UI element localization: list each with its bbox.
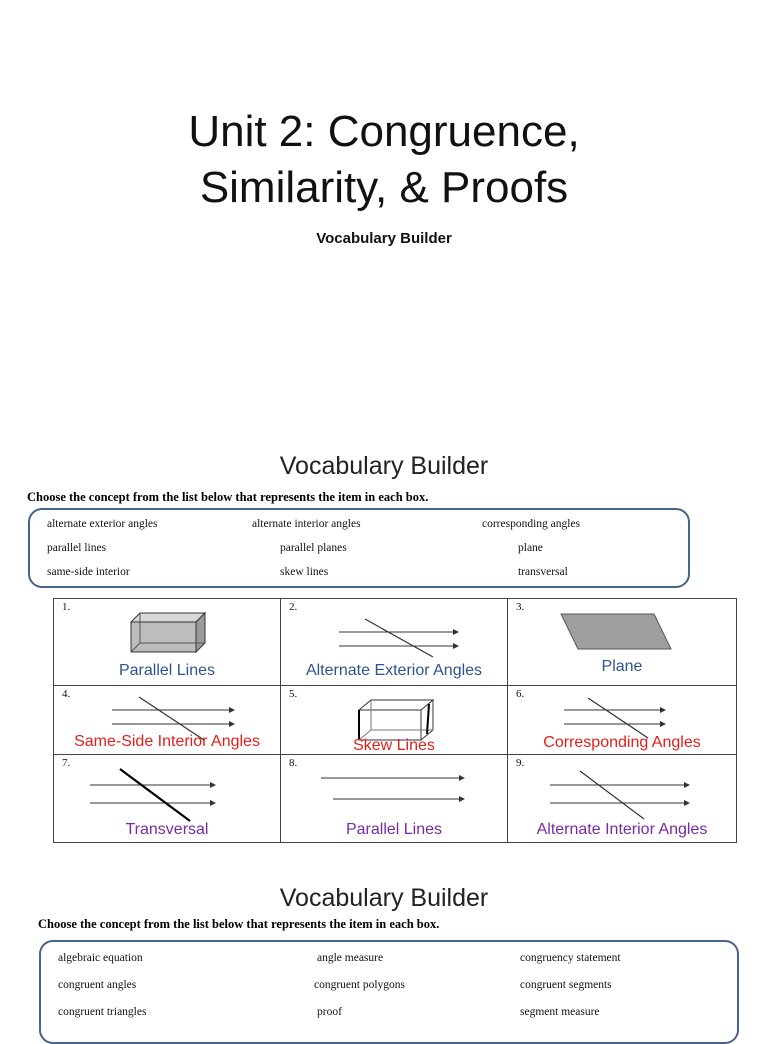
word-bank-item: congruent polygons: [314, 979, 406, 991]
word-bank-item: corresponding angles: [482, 518, 581, 530]
section-heading-1: Vocabulary Builder: [279, 452, 489, 480]
word-bank-item: same-side interior: [47, 566, 130, 578]
word-bank-item: parallel planes: [280, 542, 347, 554]
cell-answer: Corresponding Angles: [543, 734, 701, 751]
word-bank-item: segment measure: [520, 1006, 600, 1018]
word-bank-box-2: [39, 940, 739, 1044]
word-bank-box-1: [28, 508, 690, 588]
cell-answer: Transversal: [125, 821, 209, 838]
cell-number: 7.: [62, 757, 71, 769]
cell-number: 2.: [289, 601, 298, 613]
cell-answer: Skew Lines: [353, 737, 435, 754]
cell-answer: Same-Side Interior Angles: [74, 733, 260, 750]
grid-cell-9: [508, 755, 737, 843]
title-line-1: Unit 2: Congruence,: [188, 107, 580, 156]
word-bank-item: skew lines: [280, 566, 329, 578]
instruction-text-2: Choose the concept from the list below that represents the item in each box.: [38, 917, 440, 931]
title-line-2: Similarity, & Proofs: [199, 163, 569, 212]
grid-cell-5: [281, 686, 508, 755]
cell-number: 5.: [289, 688, 298, 700]
cell-number: 6.: [516, 688, 525, 700]
cell-answer: Plane: [601, 658, 643, 675]
grid-cell-8: [281, 755, 508, 843]
word-bank-item: proof: [317, 1006, 342, 1018]
grid-cell-7: [54, 755, 281, 843]
word-bank-item: congruent angles: [58, 979, 137, 991]
cell-number: 4.: [62, 688, 71, 700]
cell-number: 3.: [516, 601, 525, 613]
word-bank-item: plane: [518, 542, 543, 554]
grid-cell-6: [508, 686, 737, 755]
word-bank-item: angle measure: [317, 952, 384, 964]
word-bank-item: congruent triangles: [58, 1006, 147, 1018]
grid-cell-1: [54, 599, 281, 686]
cell-number: 8.: [289, 757, 298, 769]
cell-answer: Parallel Lines: [118, 662, 216, 679]
cell-answer: Parallel Lines: [345, 821, 443, 838]
cell-number: 9.: [516, 757, 525, 769]
word-bank-item: alternate interior angles: [252, 518, 361, 530]
answer-grid: [53, 598, 737, 843]
word-bank-item: algebraic equation: [58, 952, 143, 964]
cell-number: 1.: [62, 601, 71, 613]
page-title: [0, 104, 768, 216]
instruction-text-1: Choose the concept from the list below that represents the item in each box.: [27, 490, 429, 504]
grid-cell-3: [508, 599, 737, 686]
grid-cell-2: [281, 599, 508, 686]
word-bank-item: parallel lines: [47, 542, 107, 554]
cell-answer: Alternate Exterior Angles: [305, 662, 483, 679]
word-bank-item: alternate exterior angles: [47, 518, 158, 530]
word-bank-item: transversal: [518, 566, 568, 578]
section-heading-2: Vocabulary Builder: [279, 884, 489, 912]
word-bank-item: congruency statement: [520, 952, 621, 964]
word-bank-item: congruent segments: [520, 979, 612, 991]
grid-cell-4: [54, 686, 281, 755]
page-subtitle: Vocabulary Builder: [316, 230, 452, 247]
cell-answer: Alternate Interior Angles: [536, 821, 708, 838]
